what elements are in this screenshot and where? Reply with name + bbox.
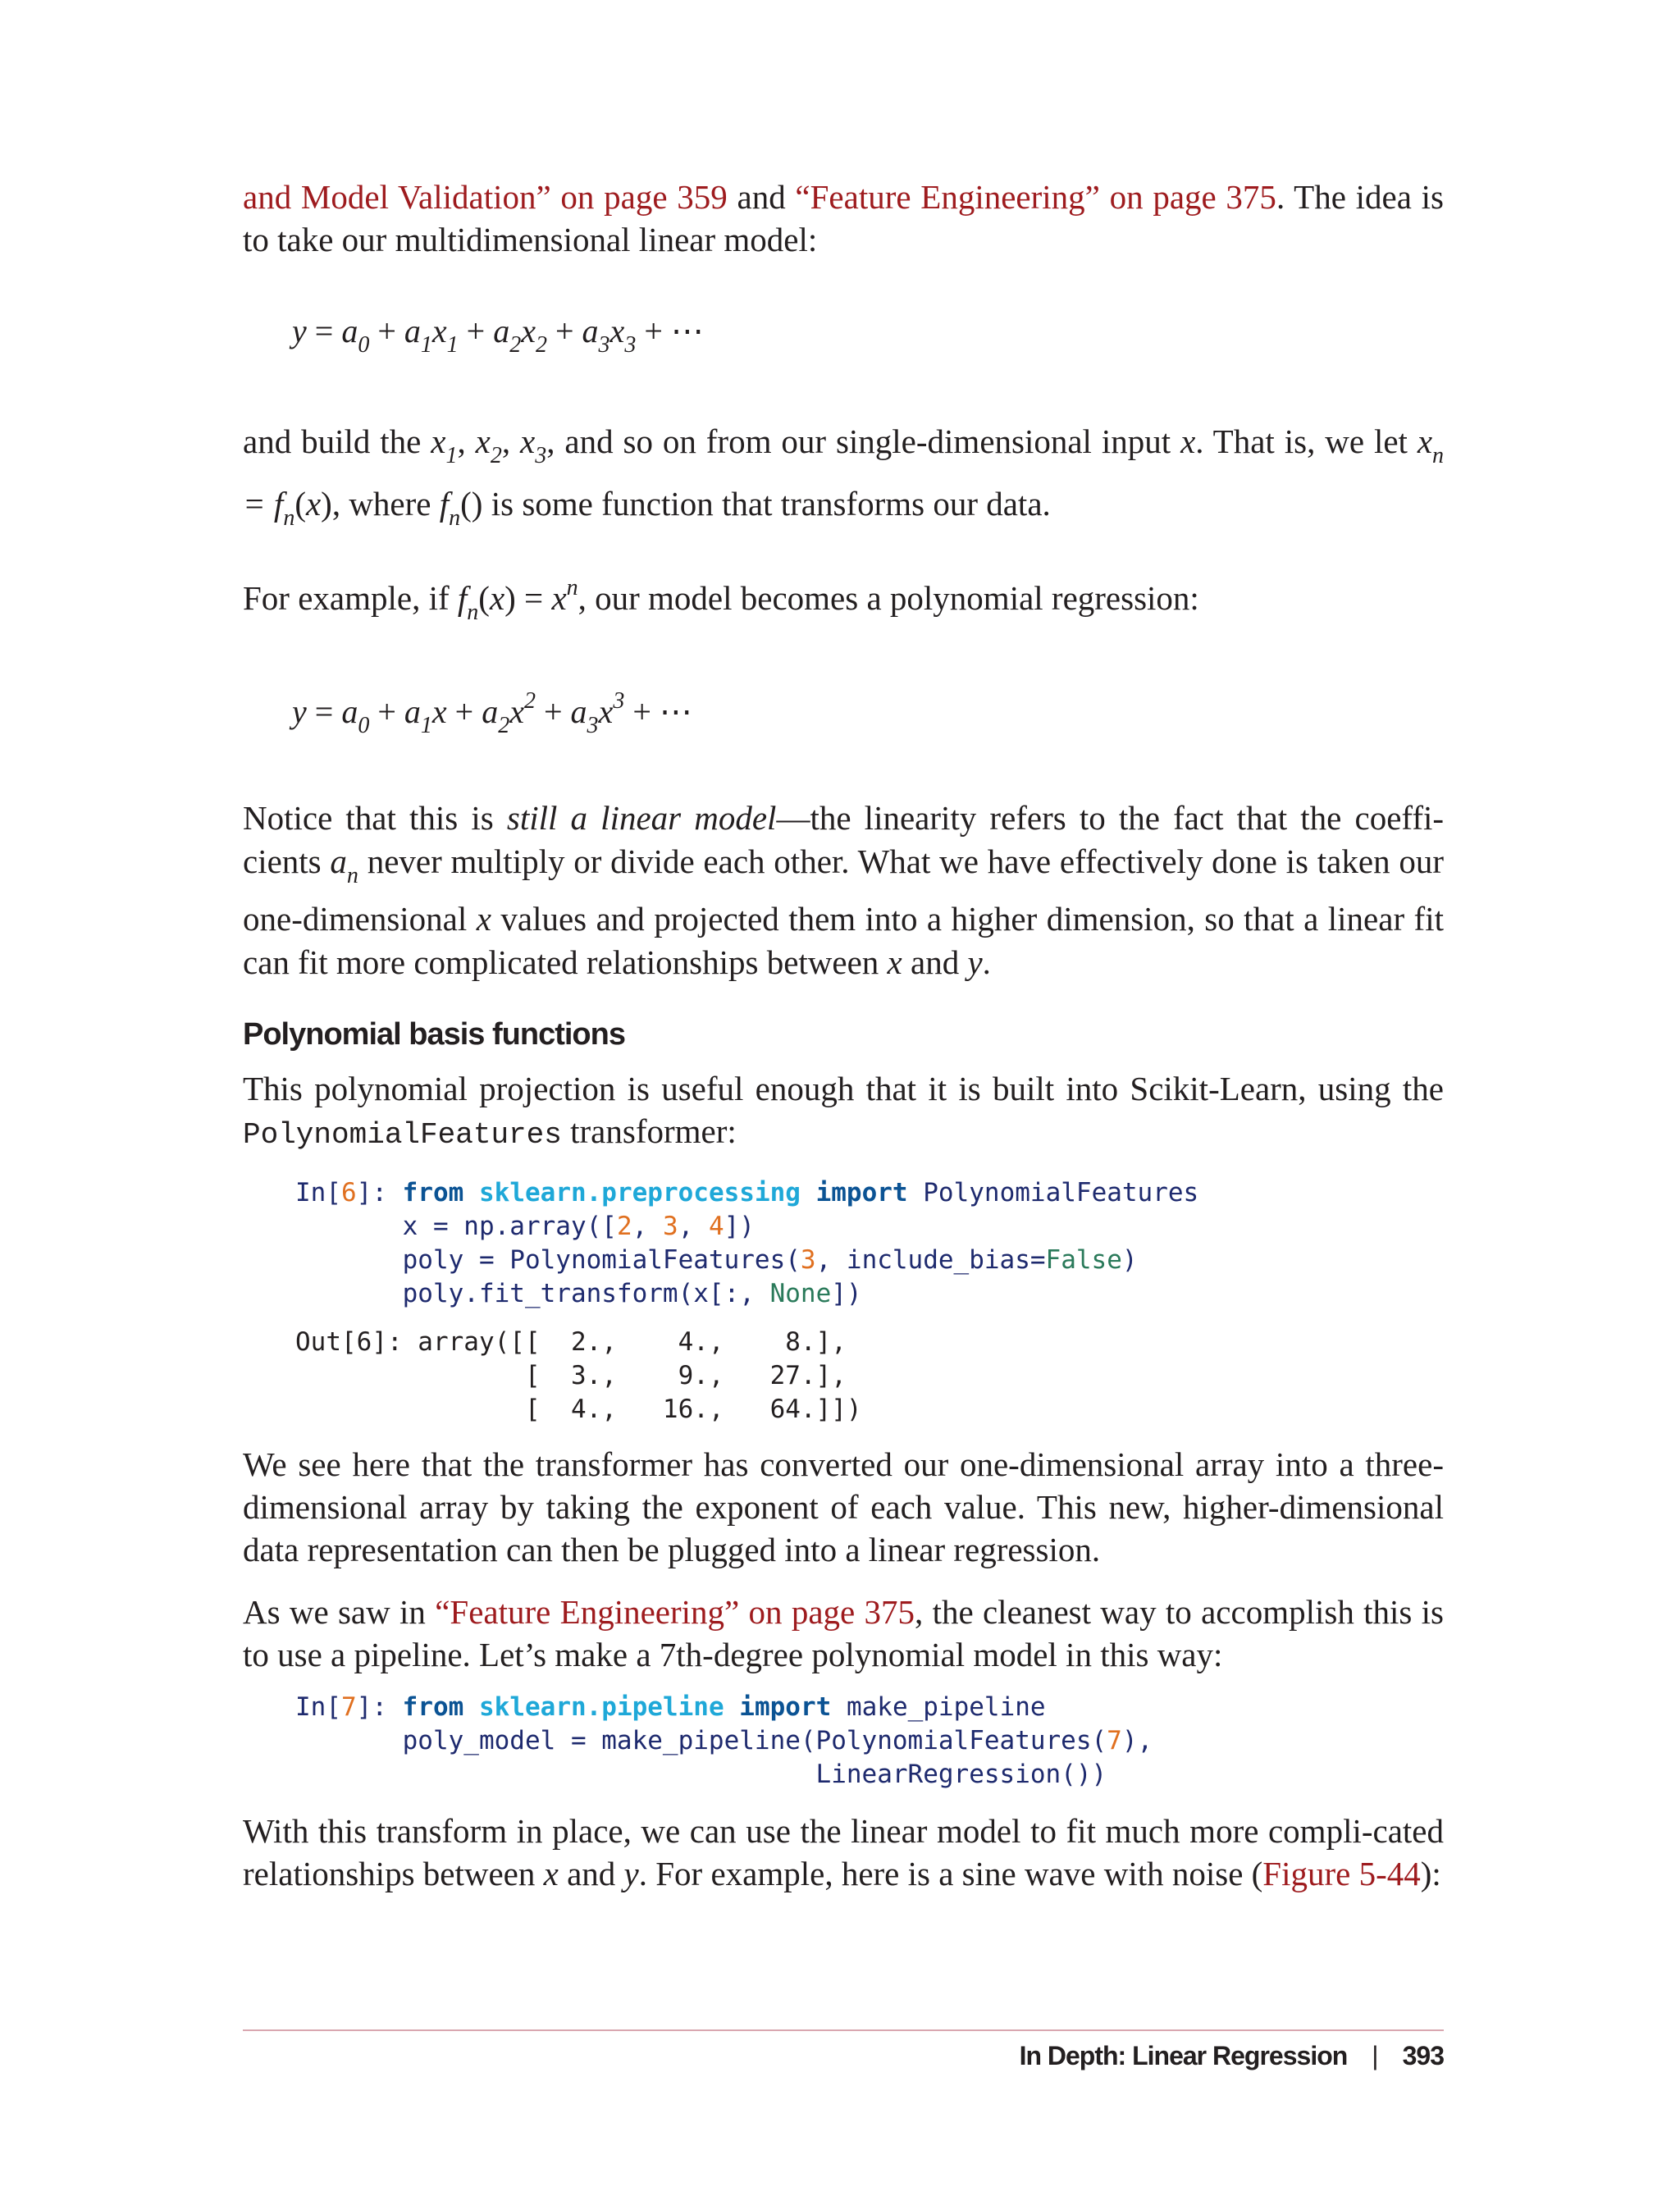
paragraph-basis-build: and build the $x_1$, $x_2$, $x_3$, and so on from our single-dimensional input x. That is, we let $x_n = f_n(x)$, where $f_n()$ is some function that transforms our data.: [243, 422, 1445, 531]
footer-divider: [243, 2029, 1444, 2031]
code-output-out6: Out[6]: array([[ 2., 4., 8.], [ 3., 9., 27.], [ 4., 16., 64.]]): [295, 1327, 862, 1424]
code-cell-in7: In[7]: from sklearn.pipeline import make_pipeline poly_model = make_pipeline(PolynomialFeatures(7), LinearRegression()): [295, 1692, 1153, 1789]
link-feature-engineering[interactable]: “Feature Engineering” on page 375: [795, 178, 1276, 216]
equation-linear-model: $y = a_0 + a_1x_1 + a_2x_2 + a_3x_3$ + ⋯: [292, 313, 704, 358]
page-footer: [243, 2041, 1444, 2071]
intro-paragraph: and Model Validation” on page 359 and “Feature Engineering” on page 375. The idea is to take our multidimensional linear model:: [243, 178, 1445, 258]
link-feature-engineering-2[interactable]: “Feature Engineering” on page 375: [435, 1593, 915, 1631]
footer-separator: |: [1372, 2041, 1378, 2070]
page-body: [243, 172, 1444, 1895]
footer-chapter-title: In Depth: Linear Regression: [1019, 2041, 1348, 2070]
paragraph-transformer-result: We see here that the transformer has converted our one-dimensional array into a three-dimensional array by taking the exponent of each value. This new, higher-dimensional data representation can then be plugged into a linear regression.: [243, 1445, 1444, 1568]
page-number: 393: [1402, 2041, 1444, 2070]
paragraph-polynomial-features: This polynomial projection is useful enough that it is built into Scikit-Learn, using the PolynomialFeatures transformer:: [243, 1070, 1444, 1152]
paragraph-linearity: Notice that this is still a linear model—the linearity refers to the fact that the coeffi-cients $a_n$ never multiply or divide each other. What we have effectively done is taken our one-dimensional x values and projected them into a higher dimension, so that a linear fit can fit more complicated relationships between x and y.: [243, 799, 1445, 981]
paragraph-example: For example, if $f_n(x) = x^n$, our model becomes a polynomial regression:: [243, 575, 1199, 625]
section-heading: Polynomial basis functions: [243, 1017, 625, 1052]
equation-polynomial: $y = a_0 + a_1x + a_2x^2 + a_3x^3$ + ⋯: [292, 688, 692, 738]
link-figure-5-44[interactable]: Figure 5-44: [1262, 1855, 1421, 1892]
code-cell-in6: In[6]: from sklearn.preprocessing import PolynomialFeatures x = np.array([2, 3, 4]) poly = PolynomialFeatures(3, include_bias=False) poly.fit_transform(x[:, None]): [295, 1178, 1199, 1308]
paragraph-pipeline: As we saw in “Feature Engineering” on page 375, the cleanest way to accomplish this is to use a pipeline. Let’s make a 7th-degree polynomial model in this way:: [243, 1593, 1445, 1673]
paragraph-sine-wave: With this transform in place, we can use the linear model to fit much more compli-cated relationships between x and y. For example, here is a sine wave with noise (Figure 5-44):: [243, 1812, 1444, 1892]
link-model-validation[interactable]: and Model Validation” on page 359: [243, 178, 728, 216]
